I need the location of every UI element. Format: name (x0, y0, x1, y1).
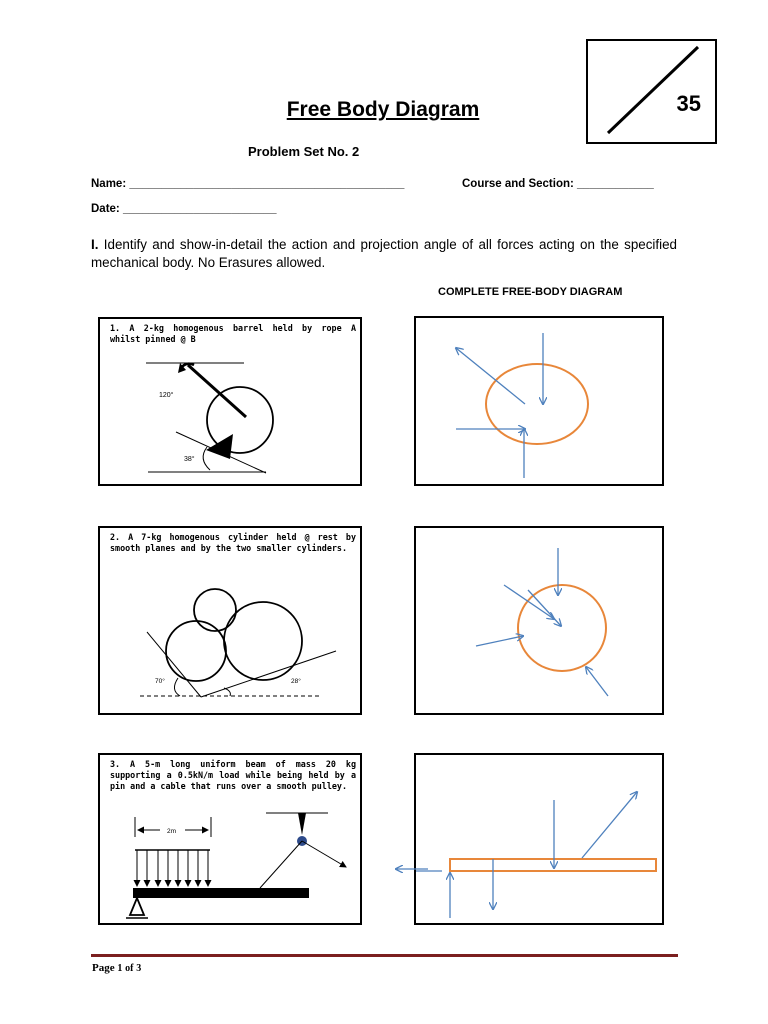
angle-label-38: 38° (184, 456, 195, 463)
page-number: 1 (117, 963, 123, 974)
footer-rule (91, 954, 678, 957)
date-blank[interactable]: ________________________ (122, 203, 277, 215)
course-field[interactable] (462, 178, 654, 190)
page-subtitle: Problem Set No. 2 (248, 144, 360, 159)
date-field[interactable] (91, 203, 276, 215)
page-footer (92, 962, 141, 974)
name-field[interactable] (91, 178, 404, 190)
fbd-3-panel[interactable] (414, 753, 664, 925)
fbd-3-left-force (392, 858, 432, 878)
problem-3-diagram (100, 755, 364, 927)
problem-1-panel (98, 317, 362, 486)
fbd-3-diagram (416, 755, 666, 927)
angle-label-70: 70° (155, 678, 165, 685)
score-total: 35 (676, 91, 701, 116)
date-label: Date: (91, 203, 120, 215)
cylinder-outline (518, 585, 606, 671)
page-label: Page (92, 962, 115, 974)
problem-2-text: 2. A 7-kg homogenous cylinder held @ rest by smooth planes and by the two smaller cylinders. (110, 532, 356, 553)
fbd-2-panel[interactable] (414, 526, 664, 715)
course-label: Course and Section: (462, 178, 574, 190)
instruction-text: Identify and show-in-detail the action and projection angle of all forces acting on the specified mechanical body. No Erasures allowed. (91, 237, 677, 270)
fbd-1-panel[interactable] (414, 316, 664, 486)
angle-label-28: 28° (291, 678, 301, 685)
instruction-paragraph (91, 236, 677, 272)
of-label: of (125, 963, 134, 974)
problem-1-diagram (100, 319, 364, 488)
problem-1-text: 1. A 2-kg homogenous barrel held by rope A whilst pinned @ B (110, 323, 356, 344)
angle-label-120: 120° (159, 392, 174, 399)
name-blank[interactable]: ___________________________________________ (129, 178, 405, 190)
total-pages: 3 (136, 963, 142, 974)
problem-2-panel (98, 526, 362, 715)
fbd-heading: COMPLETE FREE-BODY DIAGRAM (438, 286, 623, 298)
fbd-2-diagram (416, 528, 666, 717)
course-blank[interactable]: ____________ (577, 178, 654, 190)
problem-3-panel (98, 753, 362, 925)
name-label: Name: (91, 178, 127, 190)
fbd-1-diagram (416, 318, 666, 488)
problem-3-text: 3. A 5-m long uniform beam of mass 20 kg supporting a 0.5kN/m load while being held by a pin and a cable that runs over a smooth pulley. (110, 759, 356, 791)
instruction-numeral: I. (91, 237, 99, 252)
dimension-label: 2m (167, 828, 177, 835)
barrel-outline (486, 364, 588, 444)
beam-outline (450, 859, 656, 871)
page-title: Free Body Diagram (286, 98, 480, 121)
score-box (586, 39, 717, 144)
problem-2-diagram (100, 528, 364, 717)
